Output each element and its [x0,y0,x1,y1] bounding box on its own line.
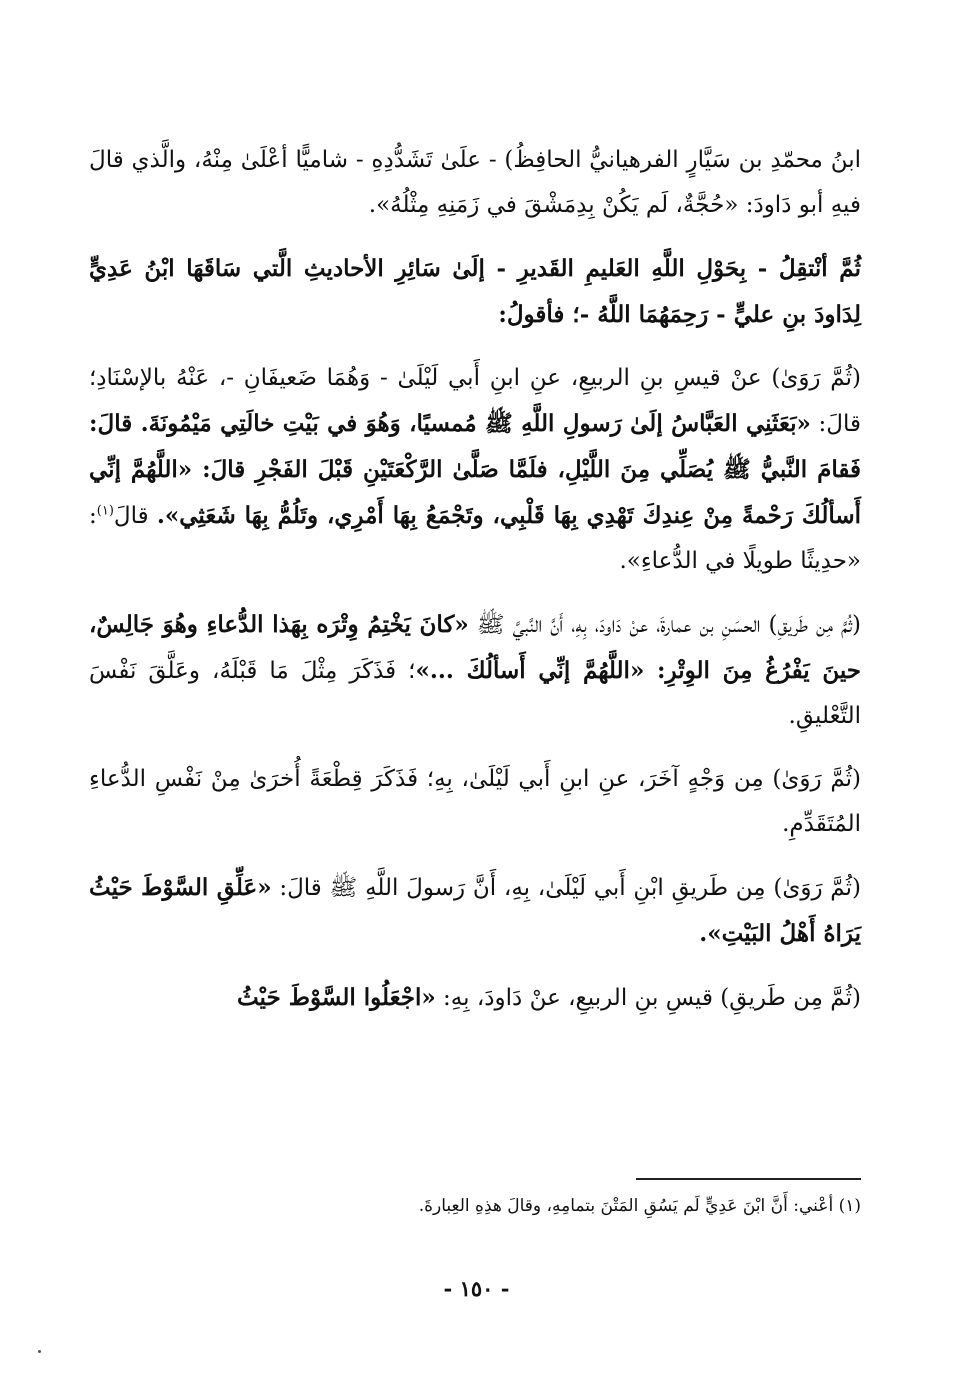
text-run: قالَ [113,503,157,529]
scan-speck [38,1350,41,1353]
bold-run: «كانَ يَخْتِمُ وِتْرَه بِهَذا الدُّعاءِ وهُوَ جَالِسٌ، حينَ يَفْرُغُ مِنَ الوِتْرِ: «اللَّهُمَّ إنِّي أَسألُكَ ...» [89,611,861,684]
paragraph-3 [89,356,861,584]
paragraph-4 [89,602,861,739]
page-body [89,138,861,1021]
text-run: (ثُمَّ رَوَىٰ) مِن وَجْهٍ آخَرَ، عنِ ابنِ أَبي لَيْلَىٰ، بِهِ؛ فَذَكَرَ قِطْعَةً أُخرَىٰ مِنْ نَفْسِ الدُّعاءِ المُتَقَدِّمِ. [89,766,861,837]
text-run: (ثُمَّ رَوَىٰ) عنْ قيسِ بنِ الربيعِ، عنِ ابنِ أَبي لَيْلَىٰ - وَهُمَا ضَعيفَانِ -، عَنْهُ بالإسْنَادِ؛ قالَ: [89,365,862,437]
footnote-marker: (١) [96,503,114,519]
text-run: (ثُمَّ مِن طَريقِ) الحسَنِ بن عمارةَ، عنْ دَاودَ، بِهِ، أَنَّ النَّبيَّ ﷺ [468,612,862,638]
paragraph-1 [89,138,861,228]
paragraph-6 [89,865,861,957]
text-run: ابنُ محمّدِ بن سَيَّارٍ الفرهيانيُّ الحافِظُ) - علَىٰ تَشَدُّدِهِ - شاميًّا أعْلَىٰ مِنْهُ، والَّذي قالَ فيهِ أبو دَاودَ: «حُجَّةٌ، لَم يَكُنْ بِدِمَشْقَ في زَمَنِهِ مِثْلُهُ». [89,147,861,218]
footnote-separator [636,1178,861,1180]
bold-run: «بَعَثَنِي العَبَّاسُ إلَىٰ رَسولِ اللَّهِ ﷺ مُمسيًا، وَهُوَ في بَيْتِ خالَتِي مَيْمُونَةَ. قالَ: فَقامَ النَّبيُّ ﷺ يُصَلِّي مِنَ اللَّيْلِ، فلَمَّا صَلَّىٰ الرَّكْعَتَيْنِ قَبْلَ الفَجْرِ قالَ: «اللَّهُمَّ إنِّي أَسألُكَ رَحْمةً مِنْ عِندِكَ تَهْدِي بِهَا قَلْبِي، وتَجْمَعُ بِهَا أَمْرِي، وتَلُمُّ بِهَا شَعَثِي». [89,410,861,529]
paragraph-5 [89,757,861,847]
text-run: : «حدِيثًا طويلًا في الدُّعاءِ». [89,503,861,574]
bold-run: ثُمَّ أنْتقِلُ - بِحَوْلِ اللَّهِ العَليمِ القَديرِ - إلَىٰ سَائِرِ الأحاديثِ الَّتي سَاقَهَا ابْنُ عَدِيٍّ لِدَاودَ بنِ عليٍّ - رَحِمَهُمَا اللَّهُ -؛ فأقولُ: [89,255,861,328]
text-run: (ثُمَّ مِن طَريقِ) قيسِ بنِ الربيعِ، عنْ دَاودَ، بِهِ: [435,985,861,1011]
paragraph-2 [89,246,861,338]
bold-run: «عَلِّقِ السَّوْطَ حَيْثُ يَرَاهُ أَهْلُ البَيْتِ». [89,874,861,947]
text-run: (ثُمَّ رَوَىٰ) مِن طَريقِ ابْنِ أَبي لَيْلَىٰ، بِهِ، أَنَّ رَسولَ اللَّهِ ﷺ قالَ: [271,875,861,901]
paragraph-7 [89,975,861,1021]
footnote: (١) أعْني: أَنَّ ابْنَ عَدِيٍّ لَم يَسُقِ المَتْنَ بتمامِهِ، وقالَ هذِهِ العِبارةَ. [418,1196,861,1216]
text-run: ؛ فَذَكَرَ مِثْلَ مَا قَبْلَهُ، وعَلَّقَ نَفْسَ التَّعْليقِ. [89,658,861,729]
bold-run: «اجْعَلُوا السَّوْطَ حَيْثُ [236,984,436,1011]
page-number: - ١٥٠ - [443,1276,510,1301]
